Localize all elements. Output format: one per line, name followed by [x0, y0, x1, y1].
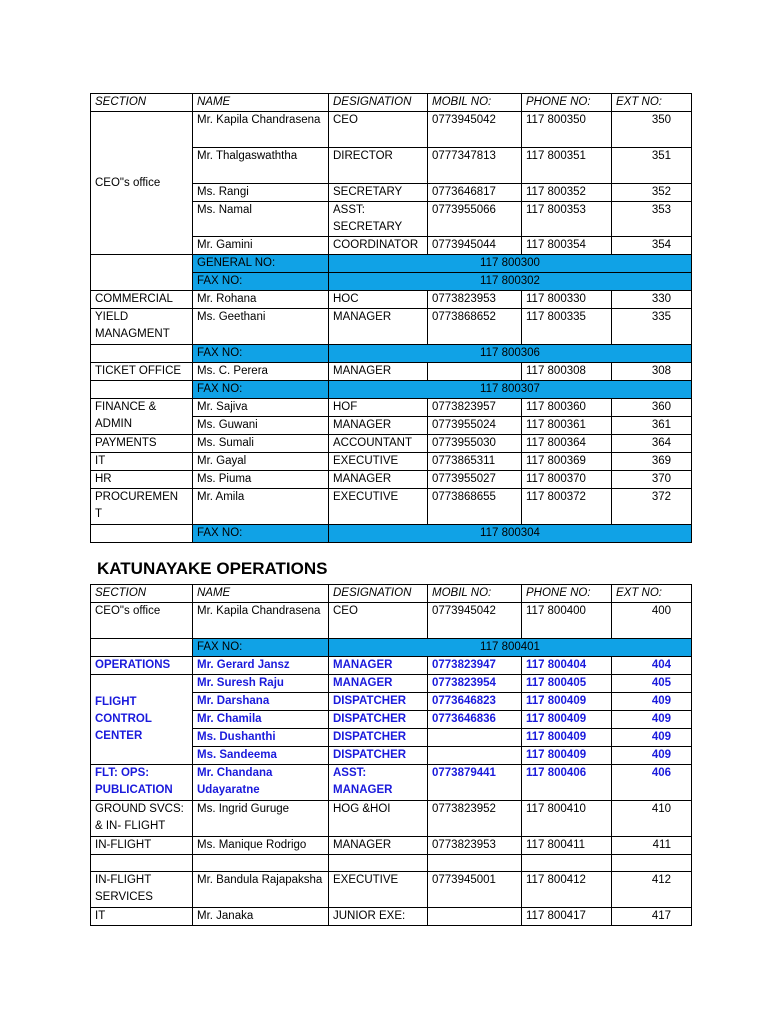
- mobile-cell: [428, 747, 522, 765]
- table-row: [91, 399, 692, 417]
- mobile-cell: 0773945044: [428, 237, 522, 255]
- ext-cell: 330: [612, 291, 692, 309]
- fax-value: 117 800306: [329, 345, 692, 363]
- name-cell: Mr. Darshana: [193, 693, 329, 711]
- phone-cell: 117 800354: [522, 237, 612, 255]
- table-row: [91, 309, 692, 345]
- mobile-cell: 0773955030: [428, 435, 522, 453]
- table-row: [91, 112, 692, 148]
- ext-cell: 409: [612, 693, 692, 711]
- empty-cell: [91, 855, 193, 872]
- name-cell: Mr. Chamila: [193, 711, 329, 729]
- header-section: SECTION: [91, 94, 193, 112]
- phone-cell: 117 800409: [522, 711, 612, 729]
- mobile-cell: 0773823952: [428, 801, 522, 837]
- ext-cell: 369: [612, 453, 692, 471]
- fax-label: FAX NO:: [193, 639, 329, 657]
- empty-cell: [612, 855, 692, 872]
- table-row: [91, 657, 692, 675]
- name-cell: Mr. Sajiva: [193, 399, 329, 417]
- table-row: [91, 908, 692, 926]
- mobile-cell: 0773945001: [428, 872, 522, 908]
- header-section: SECTION: [91, 585, 193, 603]
- table-row: [91, 471, 692, 489]
- fax-value: 117 800307: [329, 381, 692, 399]
- phone-cell: 117 800400: [522, 603, 612, 639]
- header-ext: EXT NO:: [612, 585, 692, 603]
- section-cell: FLT: OPS: PUBLICATION: [91, 765, 193, 801]
- header-name: NAME: [193, 585, 329, 603]
- designation-cell: ASST: MANAGER: [329, 765, 428, 801]
- mobile-cell: 0773646836: [428, 711, 522, 729]
- mobile-cell: 0773646817: [428, 184, 522, 202]
- name-cell: Ms. Manique Rodrigo: [193, 837, 329, 855]
- mobile-cell: 0773945042: [428, 603, 522, 639]
- header-mobile: MOBIL NO:: [428, 94, 522, 112]
- general-no-value: 117 800300: [329, 255, 692, 273]
- ext-cell: 409: [612, 729, 692, 747]
- section-cell: IN-FLIGHT: [91, 837, 193, 855]
- designation-cell: DISPATCHER: [329, 711, 428, 729]
- name-cell: Ms. Sandeema: [193, 747, 329, 765]
- fax-row: [91, 525, 692, 543]
- phone-cell: 117 800369: [522, 453, 612, 471]
- phone-cell: 117 800372: [522, 489, 612, 525]
- designation-cell: EXECUTIVE: [329, 489, 428, 525]
- ext-cell: 406: [612, 765, 692, 801]
- ext-cell: 352: [612, 184, 692, 202]
- header-designation: DESIGNATION: [329, 585, 428, 603]
- ext-cell: 335: [612, 309, 692, 345]
- empty-cell: [193, 855, 329, 872]
- name-cell: Mr. Janaka: [193, 908, 329, 926]
- name-cell: Mr. Chandana Udayaratne: [193, 765, 329, 801]
- mobile-cell: 0773646823: [428, 693, 522, 711]
- section-cell: CEO"s office: [91, 603, 193, 639]
- ext-cell: 405: [612, 675, 692, 693]
- phone-cell: 117 800308: [522, 363, 612, 381]
- name-cell: Mr. Gayal: [193, 453, 329, 471]
- header-designation: DESIGNATION: [329, 94, 428, 112]
- header-mobile: MOBIL NO:: [428, 585, 522, 603]
- general-number-row: [91, 255, 692, 273]
- ext-cell: 364: [612, 435, 692, 453]
- ext-cell: 409: [612, 747, 692, 765]
- section-cell: CEO"s office: [91, 112, 193, 255]
- ext-cell: 350: [612, 112, 692, 148]
- table-row: [91, 603, 692, 639]
- designation-cell: MANAGER: [329, 675, 428, 693]
- designation-cell: MANAGER: [329, 309, 428, 345]
- ext-cell: 400: [612, 603, 692, 639]
- phone-cell: 117 800364: [522, 435, 612, 453]
- section-cell: [91, 381, 193, 399]
- table-row: [91, 435, 692, 453]
- designation-cell: MANAGER: [329, 471, 428, 489]
- designation-cell: EXECUTIVE: [329, 453, 428, 471]
- ext-cell: 361: [612, 417, 692, 435]
- designation-cell: MANAGER: [329, 363, 428, 381]
- section-cell: TICKET OFFICE: [91, 363, 193, 381]
- section-cell: FLIGHT CONTROL CENTER: [91, 675, 193, 765]
- section-cell: GROUND SVCS: & IN- FLIGHT: [91, 801, 193, 837]
- header-name: NAME: [193, 94, 329, 112]
- header-phone: PHONE NO:: [522, 585, 612, 603]
- fax-label: FAX NO:: [193, 525, 329, 543]
- designation-cell: MANAGER: [329, 657, 428, 675]
- phone-cell: 117 800330: [522, 291, 612, 309]
- table-header-row: [91, 94, 692, 112]
- table-row: [91, 675, 692, 693]
- designation-cell: EXECUTIVE: [329, 872, 428, 908]
- fax-row: [91, 639, 692, 657]
- mobile-cell: 0773879441: [428, 765, 522, 801]
- designation-cell: CEO: [329, 603, 428, 639]
- table-row: [91, 453, 692, 471]
- name-cell: Ms. Rangi: [193, 184, 329, 202]
- name-cell: Ms. Ingrid Guruge: [193, 801, 329, 837]
- phone-cell: 117 800410: [522, 801, 612, 837]
- name-cell: Ms. Namal: [193, 202, 329, 237]
- name-cell: Ms. Guwani: [193, 417, 329, 435]
- phone-cell: 117 800404: [522, 657, 612, 675]
- mobile-cell: 0777347813: [428, 148, 522, 184]
- designation-cell: DISPATCHER: [329, 729, 428, 747]
- designation-cell: COORDINATOR: [329, 237, 428, 255]
- designation-cell: ASST: SECRETARY: [329, 202, 428, 237]
- designation-cell: HOC: [329, 291, 428, 309]
- section-cell: [91, 345, 193, 363]
- mobile-cell: 0773868655: [428, 489, 522, 525]
- ext-cell: 351: [612, 148, 692, 184]
- designation-cell: HOG &HOI: [329, 801, 428, 837]
- name-cell: Mr. Amila: [193, 489, 329, 525]
- mobile-cell: [428, 363, 522, 381]
- mobile-cell: 0773823954: [428, 675, 522, 693]
- empty-cell: [329, 855, 428, 872]
- phone-cell: 117 800361: [522, 417, 612, 435]
- phone-cell: 117 800406: [522, 765, 612, 801]
- phone-cell: 117 800411: [522, 837, 612, 855]
- section-cell: [91, 639, 193, 657]
- table-row: [91, 765, 692, 801]
- general-no-label: GENERAL NO:: [193, 255, 329, 273]
- designation-cell: DISPATCHER: [329, 747, 428, 765]
- designation-cell: SECRETARY: [329, 184, 428, 202]
- ext-cell: 360: [612, 399, 692, 417]
- section-cell: COMMERCIAL: [91, 291, 193, 309]
- phone-cell: 117 800412: [522, 872, 612, 908]
- fax-row: [91, 381, 692, 399]
- section-cell: PROCUREMEN T: [91, 489, 193, 525]
- name-cell: Mr. Kapila Chandrasena: [193, 603, 329, 639]
- table-row: [91, 801, 692, 837]
- designation-cell: DISPATCHER: [329, 693, 428, 711]
- name-cell: Ms. Geethani: [193, 309, 329, 345]
- mobile-cell: 0773823953: [428, 291, 522, 309]
- designation-cell: JUNIOR EXE:: [329, 908, 428, 926]
- phone-cell: 117 800335: [522, 309, 612, 345]
- phone-cell: 117 800351: [522, 148, 612, 184]
- name-cell: Mr. Gerard Jansz: [193, 657, 329, 675]
- designation-cell: CEO: [329, 112, 428, 148]
- mobile-cell: 0773955027: [428, 471, 522, 489]
- section-cell: PAYMENTS: [91, 435, 193, 453]
- mobile-cell: 0773868652: [428, 309, 522, 345]
- fax-label: FAX NO:: [193, 273, 329, 291]
- section-cell: [91, 525, 193, 543]
- ext-cell: 412: [612, 872, 692, 908]
- table-header-row: [91, 585, 692, 603]
- phone-cell: 117 800405: [522, 675, 612, 693]
- section-cell: YIELD MANAGMENT: [91, 309, 193, 345]
- ext-cell: 308: [612, 363, 692, 381]
- designation-cell: MANAGER: [329, 837, 428, 855]
- ext-cell: 404: [612, 657, 692, 675]
- mobile-cell: 0773865311: [428, 453, 522, 471]
- phone-cell: 117 800370: [522, 471, 612, 489]
- section-cell: FINANCE & ADMIN: [91, 399, 193, 435]
- ext-cell: 370: [612, 471, 692, 489]
- name-cell: Mr. Gamini: [193, 237, 329, 255]
- table-row: [91, 291, 692, 309]
- name-cell: Mr. Kapila Chandrasena: [193, 112, 329, 148]
- table-row: [91, 489, 692, 525]
- mobile-cell: 0773945042: [428, 112, 522, 148]
- phone-cell: 117 800350: [522, 112, 612, 148]
- mobile-cell: [428, 729, 522, 747]
- name-cell: Mr. Thalgaswaththa: [193, 148, 329, 184]
- section-cell: IN-FLIGHT SERVICES: [91, 872, 193, 908]
- fax-label: FAX NO:: [193, 345, 329, 363]
- mobile-cell: 0773823957: [428, 399, 522, 417]
- empty-cell: [522, 855, 612, 872]
- name-cell: Ms. Piuma: [193, 471, 329, 489]
- katunayake-operations-heading: KATUNAYAKE OPERATIONS: [97, 559, 328, 578]
- designation-cell: HOF: [329, 399, 428, 417]
- fax-label: FAX NO:: [193, 381, 329, 399]
- fax-value: 117 800401: [329, 639, 692, 657]
- fax-value: 117 800302: [329, 273, 692, 291]
- designation-cell: ACCOUNTANT: [329, 435, 428, 453]
- section-cell: HR: [91, 471, 193, 489]
- table-row: [91, 872, 692, 908]
- ext-cell: 411: [612, 837, 692, 855]
- section-cell: OPERATIONS: [91, 657, 193, 675]
- phone-cell: 117 800409: [522, 693, 612, 711]
- phone-cell: 117 800353: [522, 202, 612, 237]
- phone-cell: 117 800417: [522, 908, 612, 926]
- fax-value: 117 800304: [329, 525, 692, 543]
- ext-cell: 372: [612, 489, 692, 525]
- phone-cell: 117 800352: [522, 184, 612, 202]
- empty-row: [91, 855, 692, 872]
- phone-cell: 117 800409: [522, 747, 612, 765]
- mobile-cell: [428, 908, 522, 926]
- katunayake-directory-table: [90, 584, 692, 926]
- name-cell: Ms. Sumali: [193, 435, 329, 453]
- section-cell: IT: [91, 908, 193, 926]
- phone-cell: 117 800360: [522, 399, 612, 417]
- mobile-cell: 0773823953: [428, 837, 522, 855]
- designation-cell: MANAGER: [329, 417, 428, 435]
- ext-cell: 354: [612, 237, 692, 255]
- ext-cell: 409: [612, 711, 692, 729]
- name-cell: Mr. Suresh Raju: [193, 675, 329, 693]
- name-cell: Ms. C. Perera: [193, 363, 329, 381]
- phone-cell: 117 800409: [522, 729, 612, 747]
- mobile-cell: 0773955024: [428, 417, 522, 435]
- name-cell: Mr. Bandula Rajapaksha: [193, 872, 329, 908]
- fax-row: [91, 345, 692, 363]
- empty-cell: [428, 855, 522, 872]
- header-phone: PHONE NO:: [522, 94, 612, 112]
- header-ext: EXT NO:: [612, 94, 692, 112]
- section-cell: IT: [91, 453, 193, 471]
- ext-cell: 417: [612, 908, 692, 926]
- section-cell: [91, 255, 193, 291]
- mobile-cell: 0773955066: [428, 202, 522, 237]
- table-row: [91, 363, 692, 381]
- mobile-cell: 0773823947: [428, 657, 522, 675]
- name-cell: Mr. Rohana: [193, 291, 329, 309]
- ext-cell: 353: [612, 202, 692, 237]
- head-office-directory-table: [90, 93, 692, 543]
- name-cell: Ms. Dushanthi: [193, 729, 329, 747]
- ext-cell: 410: [612, 801, 692, 837]
- table-row: [91, 837, 692, 855]
- designation-cell: DIRECTOR: [329, 148, 428, 184]
